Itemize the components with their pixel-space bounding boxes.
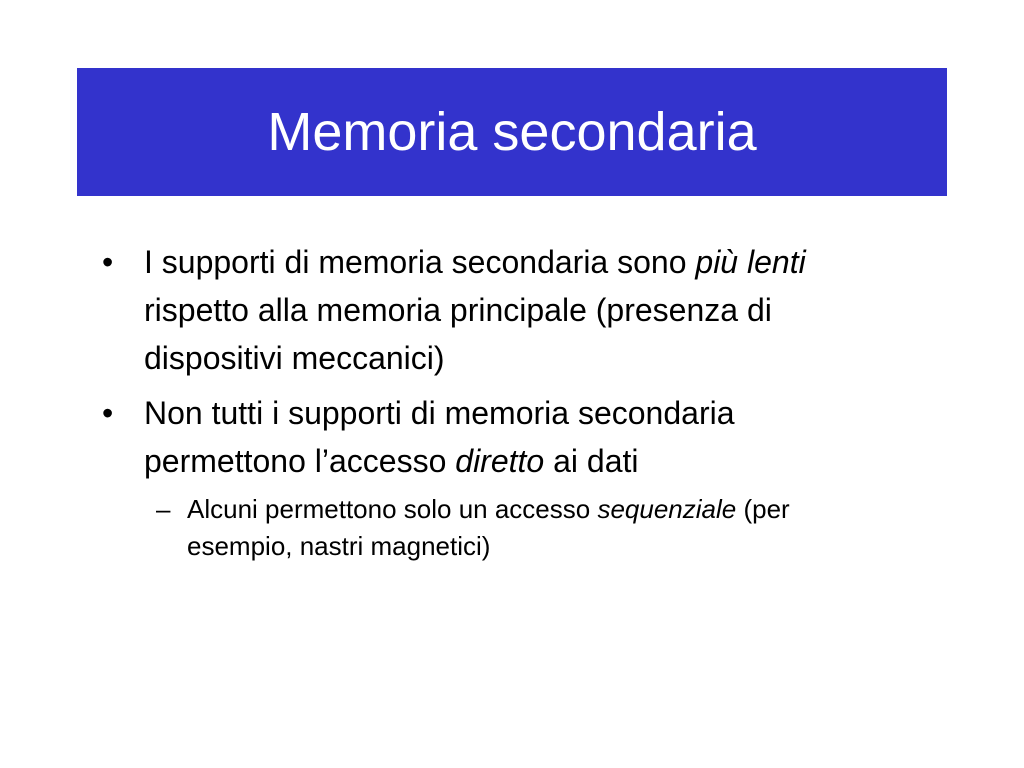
bullet-emphasis: più lenti <box>695 244 806 280</box>
bullet-item <box>100 389 884 485</box>
bullet-text: rispetto alla memoria principale (presenza di dispositivi meccanici) <box>144 292 772 376</box>
sub-bullet-text: (per esempio, nastri magnetici) <box>187 494 790 561</box>
sub-bullet-emphasis: sequenziale <box>597 494 737 524</box>
sub-bullet-item <box>144 491 887 565</box>
sub-bullet-marker: – <box>156 494 171 524</box>
bullet-text: Non tutti i supporti di memoria secondaria permettono l’accesso <box>144 395 735 479</box>
bullet-marker: • <box>102 244 114 280</box>
bullet-emphasis: diretto <box>455 443 545 479</box>
bullet-text: I supporti di memoria secondaria sono <box>144 244 696 280</box>
title-bar <box>77 68 947 196</box>
bullet-item <box>100 238 884 382</box>
bullet-marker: • <box>102 395 114 431</box>
bullet-text: ai dati <box>544 443 639 479</box>
sub-bullet-text: Alcuni permettono solo un accesso <box>187 494 598 524</box>
slide-title: Memoria secondaria <box>267 102 757 162</box>
slide-body <box>100 238 920 591</box>
